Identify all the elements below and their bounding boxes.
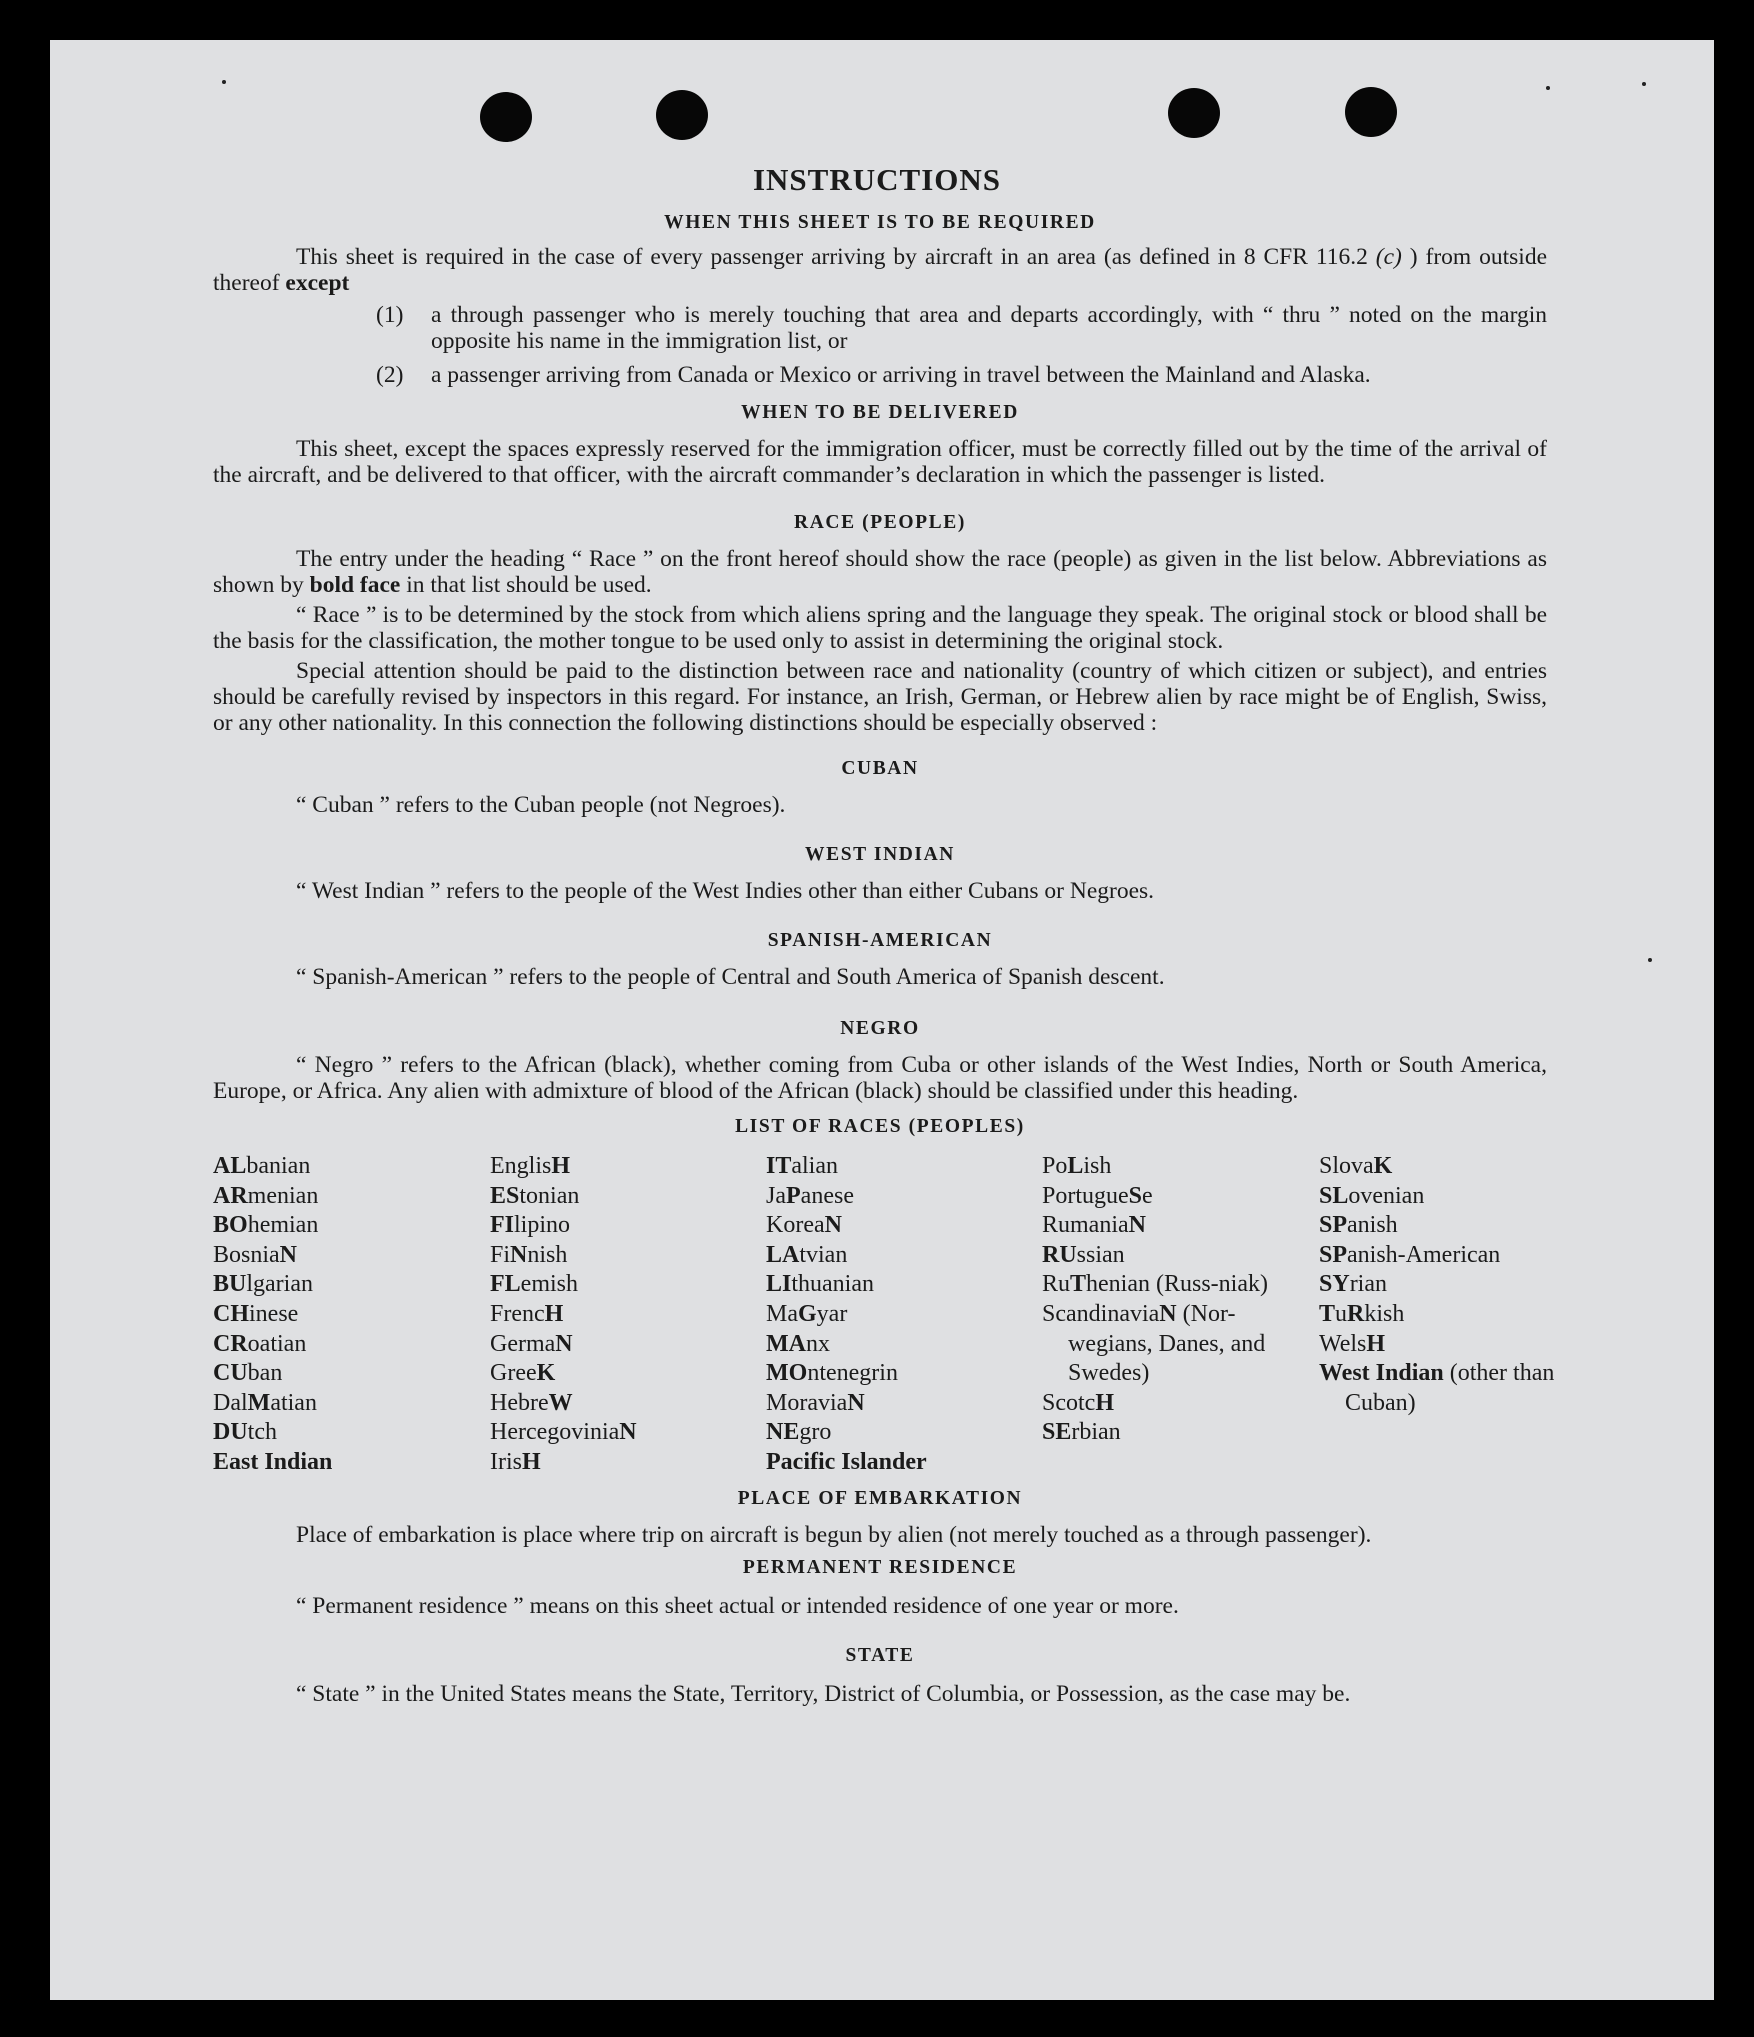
race-entry: MaGyar bbox=[766, 1300, 848, 1327]
heading-state: STATE bbox=[845, 1644, 915, 1666]
race-entry: SPanish bbox=[1319, 1212, 1398, 1239]
race-entry: Pacific Islander bbox=[766, 1448, 927, 1475]
race-paragraph bbox=[213, 546, 1547, 598]
races-column bbox=[490, 1152, 766, 1478]
race-paragraph: “ Race ” is to be determined by the stock from which aliens spring and the language they speak. The original stock or blood shall be the basis for the classification, the mother tongue to be used only to assist in determining the original stock. bbox=[213, 602, 1547, 654]
race-entry: FLemish bbox=[490, 1271, 578, 1298]
heading-cuban: CUBAN bbox=[841, 758, 919, 779]
race-entry: SLovenian bbox=[1319, 1182, 1425, 1209]
race-entry: SErbian bbox=[1042, 1419, 1121, 1446]
race-entry: West Indian (other than Cuban) bbox=[1319, 1360, 1555, 1416]
races-column bbox=[1319, 1152, 1555, 1478]
race-entry: ARmenian bbox=[213, 1182, 319, 1209]
punch-hole bbox=[656, 90, 708, 140]
item-text: a passenger arriving from Canada or Mexico or arriving in travel between the Mainland and Alaska. bbox=[431, 362, 1371, 388]
race-entry: IrisH bbox=[490, 1448, 541, 1475]
heading-place-of-embarkation: PLACE OF EMBARKATION bbox=[737, 1487, 1023, 1509]
race-entry: MoraviaN bbox=[766, 1389, 865, 1416]
race-entry: PoLish bbox=[1042, 1153, 1112, 1179]
race-entry: RUssian bbox=[1042, 1241, 1125, 1268]
speck bbox=[1546, 86, 1550, 90]
race-entry: East Indian bbox=[213, 1448, 333, 1475]
place-of-embarkation-text: Place of embarkation is place where trip on aircraft is begun by alien (not merely touched as a through passenger). bbox=[296, 1521, 1372, 1548]
races-column bbox=[766, 1152, 1042, 1478]
race-entry: NEgro bbox=[766, 1419, 832, 1446]
heading-negro: NEGRO bbox=[840, 1018, 920, 1039]
item-number: (1) bbox=[376, 302, 404, 328]
heading-when-required: WHEN THIS SHEET IS TO BE REQUIRED bbox=[664, 212, 1096, 233]
west-indian-text: “ West Indian ” refers to the people of the West Indies other than either Cubans or Negroes. bbox=[296, 878, 1155, 904]
race-entry: CUban bbox=[213, 1360, 283, 1387]
race-entry: LIthuanian bbox=[766, 1271, 874, 1298]
race-entry: CHinese bbox=[213, 1300, 299, 1327]
race-entry: WelsH bbox=[1319, 1330, 1386, 1357]
race-entry: SPanish-American bbox=[1319, 1241, 1501, 1268]
race-entry: HebreW bbox=[490, 1389, 573, 1416]
race-entry: LAtvian bbox=[766, 1241, 848, 1268]
item-number: (2) bbox=[376, 362, 404, 388]
heading-when-delivered: WHEN TO BE DELIVERED bbox=[741, 402, 1019, 423]
race-entry: TuRkish bbox=[1319, 1300, 1405, 1327]
race-entry: SlovaK bbox=[1319, 1153, 1393, 1179]
race-entry: PortugueSe bbox=[1042, 1182, 1153, 1209]
heading-spanish-american: SPANISH-AMERICAN bbox=[767, 930, 993, 951]
race-entry: CRoatian bbox=[213, 1330, 307, 1357]
race-entry: EStonian bbox=[490, 1182, 580, 1209]
race-paragraph: Special attention should be paid to the distinction between race and nationality (country of which citizen or subject), and entries should be carefully revised by inspectors in this regard. For instance, an Irish, German, or Hebrew alien by race might be of English, Swiss, or any other nationality. In this connection the following distinctions should be especially observed : bbox=[213, 658, 1547, 736]
intro-except: except bbox=[285, 270, 350, 296]
punch-hole bbox=[480, 92, 532, 142]
races-column bbox=[1042, 1152, 1319, 1478]
race-entry: ITalian bbox=[766, 1153, 838, 1179]
race-entry: FrencH bbox=[490, 1300, 564, 1327]
race-entry: MAnx bbox=[766, 1330, 830, 1357]
intro-text: ) from outside thereof bbox=[213, 244, 1548, 296]
race-entry: RumaniaN bbox=[1042, 1212, 1146, 1239]
races-table bbox=[213, 1152, 1555, 1478]
exception-item bbox=[376, 362, 1547, 388]
race-entry: KoreaN bbox=[766, 1212, 842, 1239]
race-entry: SYrian bbox=[1319, 1271, 1387, 1298]
heading-west-indian: WEST INDIAN bbox=[805, 844, 955, 865]
bold-face-term: bold face bbox=[309, 572, 401, 598]
race-entry: BOhemian bbox=[213, 1212, 319, 1239]
exception-item bbox=[376, 302, 1547, 354]
negro-text: “ Negro ” refers to the African (black), whether coming from Cuba or other islands of the West Indies, North or South America, Europe, or Africa. Any alien with admixture of blood of the African (black) should be classified under this heading. bbox=[213, 1052, 1547, 1104]
speck bbox=[1648, 958, 1652, 962]
race-entry: EnglisH bbox=[490, 1153, 571, 1179]
race-entry: ScotcH bbox=[1042, 1389, 1114, 1416]
speck bbox=[222, 80, 226, 84]
races-column bbox=[213, 1152, 490, 1478]
race-entry: BosniaN bbox=[213, 1241, 298, 1268]
race-entry: FIlipino bbox=[490, 1212, 571, 1239]
race-entry: DUtch bbox=[213, 1419, 277, 1446]
intro-text: This sheet is required in the case of every passenger arriving by aircraft in an area (as defined in 8 CFR 116.2 bbox=[296, 244, 1376, 270]
heading-permanent-residence: PERMANENT RESIDENCE bbox=[742, 1556, 1018, 1578]
race-entry: BUlgarian bbox=[213, 1271, 313, 1298]
race-entry: ALbanian bbox=[213, 1153, 311, 1179]
when-required-intro bbox=[213, 244, 1547, 296]
when-delivered-text: This sheet, except the spaces expressly reserved for the immigration officer, must be correctly filled out by the time of the arrival of the aircraft, and be delivered to that officer, with the aircraft commander’s declaration in which the passenger is listed. bbox=[213, 436, 1547, 488]
punch-hole bbox=[1168, 88, 1220, 138]
race-entry: DalMatian bbox=[213, 1389, 317, 1416]
page-title: INSTRUCTIONS bbox=[752, 162, 1001, 197]
race-text: The entry under the heading “ Race ” on the front hereof should show the race (people) as given in the list below. Abbreviations as shown by bbox=[213, 546, 1547, 598]
race-text: in that list should be used. bbox=[400, 572, 652, 598]
race-entry: GermaN bbox=[490, 1330, 573, 1357]
race-entry: HercegoviniaN bbox=[490, 1419, 637, 1446]
race-entry: ScandinaviaN (Nor-wegians, Danes, and Swedes) bbox=[1042, 1300, 1266, 1387]
intro-ref: (c) bbox=[1375, 244, 1402, 270]
heading-list-of-races: LIST OF RACES (PEOPLES) bbox=[735, 1116, 1025, 1137]
race-entry: RuThenian (Russ-niak) bbox=[1042, 1271, 1268, 1298]
state-text: “ State ” in the United States means the State, Territory, District of Columbia, or Possession, as the case may be. bbox=[296, 1680, 1351, 1707]
heading-race: RACE (PEOPLE) bbox=[794, 512, 966, 533]
instructions-body bbox=[213, 210, 1555, 1710]
race-entry: JaPanese bbox=[766, 1182, 854, 1209]
permanent-residence-text: “ Permanent residence ” means on this sheet actual or intended residence of one year or more. bbox=[296, 1592, 1179, 1619]
punch-hole bbox=[1345, 87, 1397, 137]
race-entry: FiNnish bbox=[490, 1241, 568, 1268]
spanish-american-text: “ Spanish-American ” refers to the people of Central and South America of Spanish descent. bbox=[296, 964, 1165, 990]
race-entry: GreeK bbox=[490, 1360, 556, 1387]
item-text: a through passenger who is merely touching that area and departs accordingly, with “ thru ” noted on the margin opposite his name in the immigration list, or bbox=[431, 302, 1547, 354]
speck bbox=[1642, 82, 1646, 86]
race-entry: MOntenegrin bbox=[766, 1360, 898, 1387]
cuban-text: “ Cuban ” refers to the Cuban people (not Negroes). bbox=[296, 792, 786, 818]
